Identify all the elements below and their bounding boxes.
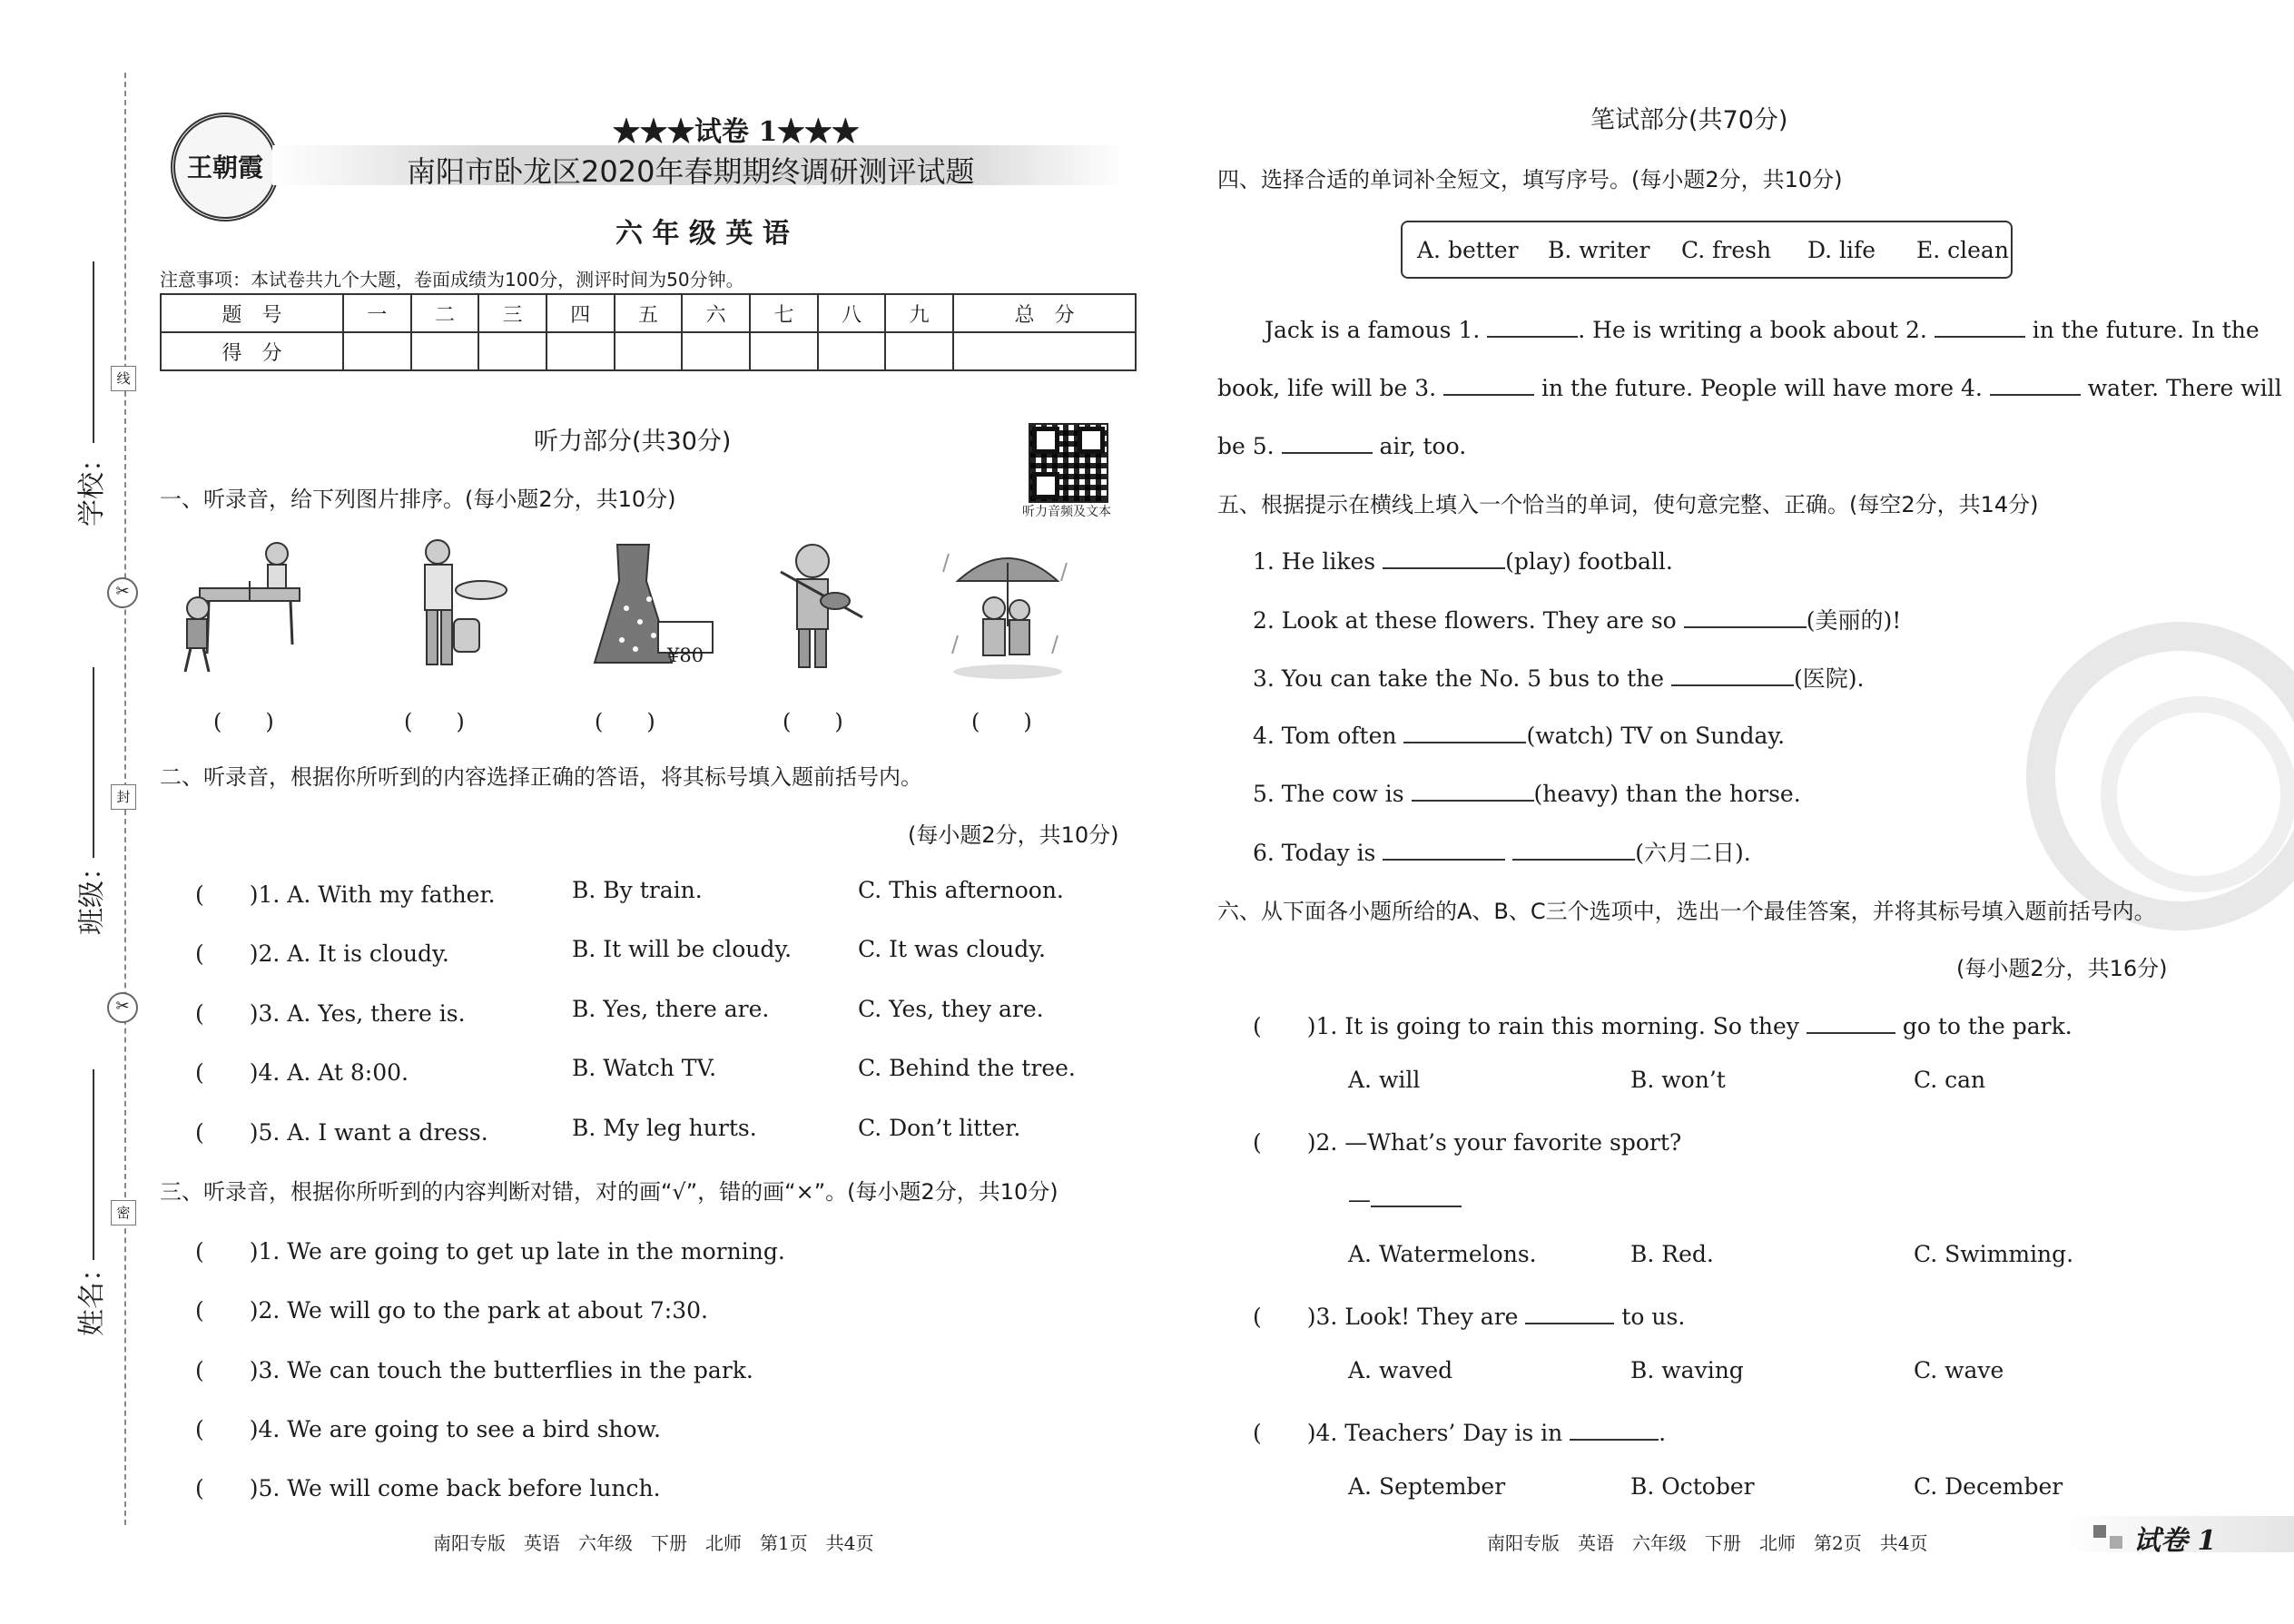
s6-option-b: B. Red. (1630, 1241, 1714, 1267)
score-input-cell[interactable] (953, 332, 1136, 370)
scissors-icon: ✂ (107, 992, 138, 1023)
s6-option-c: C. Swimming. (1914, 1241, 2074, 1267)
secret-watermark-seal (2026, 622, 2294, 930)
score-input-cell[interactable] (682, 332, 750, 370)
passage-text: book, life will be 3. (1217, 375, 1437, 401)
s2-item-option-c: C. This afternoon. (858, 877, 1064, 903)
passage-text: . He is writing a book about 2. (1578, 317, 1927, 343)
s5-item-prefix: 6. Today is (1253, 840, 1376, 866)
section2-title: 二、听录音，根据你所听到的内容选择正确的答语，将其标号填入题前括号内。 (160, 764, 922, 790)
score-input-cell[interactable] (411, 332, 479, 370)
fill-blank[interactable] (1383, 836, 1505, 861)
section5-title: 五、根据提示在横线上填入一个恰当的单词，使句意完整、正确。(每空2分，共14分) (1217, 492, 2039, 517)
s6-answer-line (1348, 1183, 1462, 1213)
table-tennis-picture (172, 536, 327, 685)
passage-text: in the future. In the (2032, 317, 2260, 343)
passage-blank[interactable] (1487, 313, 1578, 338)
s5-item-hint: (watch) TV on Sunday. (1526, 723, 1786, 749)
s2-item-option-c: C. Behind the tree. (858, 1055, 1076, 1081)
s6-option-c: C. wave (1914, 1357, 2004, 1383)
qr-corner (1032, 427, 1059, 454)
score-input-cell[interactable] (885, 332, 953, 370)
answer-bracket[interactable]: ( ) (404, 709, 465, 734)
score-table-header-row (161, 294, 1136, 332)
word-option: A. better (1417, 237, 1519, 263)
section1-title: 一、听录音，给下列图片排序。(每小题2分，共10分) (160, 487, 676, 512)
score-cell: 二 (411, 294, 479, 332)
s5-item (1253, 777, 1801, 807)
s2-item-option-b: B. Watch TV. (572, 1055, 717, 1081)
s3-item[interactable]: ( )1. We are going to get up late in the morning. (195, 1238, 785, 1265)
footer-page-1: 南阳专版 英语 六年级 下册 北师 第1页 共4页 (433, 1532, 874, 1554)
s5-item-prefix: 1. He likes (1253, 548, 1376, 575)
s5-item-prefix: 4. Tom often (1253, 723, 1397, 749)
s5-item (1253, 545, 1673, 575)
qr-corner (1032, 472, 1059, 499)
qr-caption: 听力音频及文本 (1022, 505, 1111, 519)
passage-line-2 (1217, 371, 2282, 401)
word-bank (1401, 221, 2013, 279)
brand-logo (171, 113, 280, 221)
s5-item-hint: (play) football. (1505, 548, 1673, 575)
score-cell: 四 (546, 294, 615, 332)
s2-item-question[interactable]: ( )2. A. It is cloudy. (195, 940, 449, 967)
score-cell: 八 (818, 294, 886, 332)
score-cell: 七 (750, 294, 818, 332)
score-input-cell[interactable] (343, 332, 411, 370)
margin-tag-secret: 密 (111, 1200, 136, 1225)
score-cell: 一 (343, 294, 411, 332)
s6-question[interactable]: ( )2. —What’s your favorite sport? (1253, 1129, 1682, 1156)
s6-option-a: A. September (1348, 1473, 1506, 1500)
footer-paper-badge: 试卷 1 (2133, 1525, 2217, 1557)
s6-question-text: . (1659, 1420, 1667, 1446)
listening-part-title: 听力部分(共30分) (534, 428, 732, 456)
passage-text: air, too. (1379, 433, 1467, 459)
score-cell: 六 (682, 294, 750, 332)
watermark-inner-ring (2101, 696, 2294, 892)
s6-question[interactable] (1253, 1299, 1685, 1332)
section2-score: (每小题2分，共10分) (908, 822, 1119, 848)
margin-tag-seal: 封 (111, 784, 136, 810)
name-underline (93, 1069, 94, 1260)
s6-option-c: C. can (1914, 1067, 1986, 1093)
score-cell: 五 (615, 294, 683, 332)
word-option: C. fresh (1681, 237, 1772, 263)
exam-title: 南阳市卧龙区2020年春期期终调研测评试题 (407, 154, 975, 189)
score-cell: 得 分 (161, 332, 343, 370)
s5-item-hint: (六月二日). (1635, 840, 1751, 866)
class-label: 班级： (76, 853, 108, 935)
s2-item-question[interactable]: ( )1. A. With my father. (195, 881, 496, 908)
s2-item-option-c: C. It was cloudy. (858, 936, 1046, 962)
s2-item-question[interactable]: ( )4. A. At 8:00. (195, 1059, 409, 1086)
score-input-cell[interactable] (818, 332, 886, 370)
fill-blank[interactable] (1671, 662, 1794, 686)
fill-blank[interactable] (1684, 604, 1807, 628)
score-cell: 九 (885, 294, 953, 332)
answer-bracket[interactable]: ( ) (213, 709, 274, 734)
writing-part-title: 笔试部分(共70分) (1590, 106, 1788, 134)
footer-square-icon (2093, 1525, 2106, 1538)
paper-series: ★★★试卷 1★★★ (613, 116, 860, 148)
s5-item-prefix: 5. The cow is (1253, 781, 1404, 807)
s5-item-hint: (美丽的)! (1806, 607, 1902, 634)
fill-blank[interactable] (1512, 836, 1635, 861)
s2-item-question[interactable]: ( )3. A. Yes, there is. (195, 1000, 466, 1027)
s6-option-a: A. waved (1348, 1357, 1453, 1383)
rain-umbrella-picture (940, 536, 1076, 685)
traveler-picture (390, 536, 508, 685)
answer-bracket[interactable]: ( ) (595, 709, 655, 734)
scissors-icon: ✂ (107, 577, 138, 608)
score-input-cell[interactable] (615, 332, 683, 370)
footer-square-icon (2110, 1536, 2122, 1549)
score-input-cell[interactable] (546, 332, 615, 370)
s6-option-c: C. December (1914, 1473, 2063, 1500)
logo-text: 王朝霞 (186, 153, 263, 182)
passage-blank[interactable] (1935, 313, 2025, 338)
passage-line-3 (1217, 429, 1466, 459)
fill-blank[interactable] (1570, 1416, 1659, 1441)
qr-corner (1078, 427, 1105, 454)
passage-blank[interactable] (1990, 371, 2081, 396)
s5-item (1253, 661, 1864, 694)
s6-option-a: A. Watermelons. (1348, 1241, 1537, 1267)
passage-text: water. There will (2087, 375, 2282, 401)
fill-blank[interactable] (1525, 1300, 1614, 1324)
footer-page-2: 南阳专版 英语 六年级 下册 北师 第2页 共4页 (1487, 1532, 1928, 1554)
section6-title: 六、从下面各小题所给的A、B、C三个选项中，选出一个最佳答案，并将其标号填入题前括号内。 (1217, 899, 2156, 924)
margin-tag-line: 线 (111, 366, 136, 391)
school-underline (93, 261, 94, 443)
s6-question[interactable] (1253, 1009, 2072, 1041)
s3-item[interactable]: ( )3. We can touch the butterflies in the park. (195, 1357, 753, 1383)
answer-bracket[interactable]: ( ) (783, 709, 843, 734)
word-option: E. clean (1916, 237, 2009, 263)
s2-item-option-c: C. Yes, they are. (858, 996, 1044, 1022)
s5-item (1253, 603, 1901, 635)
s2-item-option-b: B. My leg hurts. (572, 1115, 757, 1141)
s6-question-text: ( )4. Teachers’ Day is in (1253, 1420, 1563, 1446)
s6-question-text: to us. (1621, 1304, 1686, 1330)
s3-item[interactable]: ( )5. We will come back before lunch. (195, 1475, 661, 1501)
section6-score: (每小题2分，共16分) (1956, 956, 2168, 981)
s2-item-option-b: B. It will be cloudy. (572, 936, 793, 962)
score-input-cell[interactable] (478, 332, 546, 370)
qr-code-icon[interactable] (1029, 423, 1108, 503)
subject-title: 六 年 级 英 语 (615, 218, 790, 250)
word-option: B. writer (1548, 237, 1650, 263)
passage-line-1 (1265, 313, 2260, 343)
score-cell: 三 (478, 294, 546, 332)
section3-title: 三、听录音，根据你所听到的内容判断对错，对的画“√”，错的画“×”。(每小题2分，共10分) (160, 1179, 1058, 1205)
s5-item (1253, 719, 1785, 749)
passage-text: Jack is a famous 1. (1265, 317, 1481, 343)
score-cell: 总 分 (953, 294, 1136, 332)
s6-option-a: A. will (1348, 1067, 1421, 1093)
s6-question[interactable] (1253, 1415, 1666, 1448)
notice: 注意事项：本试卷共九个大题，卷面成绩为100分，测评时间为50分钟。 (160, 269, 744, 290)
s5-item-hint: (heavy) than the horse. (1533, 781, 1801, 807)
s5-item-prefix: 3. You can take the No. 5 bus to the (1253, 665, 1665, 692)
score-table-score-row (161, 332, 1136, 370)
fill-blank[interactable] (1412, 777, 1534, 802)
word-option: D. life (1807, 237, 1876, 263)
s5-item-prefix: 2. Look at these flowers. They are so (1253, 607, 1677, 634)
fill-blank[interactable] (1807, 1009, 1895, 1034)
name-label: 姓名： (76, 1255, 108, 1336)
s6-answer-dash: — (1348, 1186, 1371, 1213)
class-underline (93, 667, 94, 858)
s5-item-hint: (医院). (1793, 665, 1865, 692)
passage-text: in the future. People will have more 4. (1541, 375, 1983, 401)
s3-item[interactable]: ( )4. We are going to see a bird show. (195, 1416, 661, 1442)
s2-item-question[interactable]: ( )5. A. I want a dress. (195, 1119, 488, 1146)
price-tag: ¥80 (667, 645, 704, 666)
fill-blank[interactable] (1383, 545, 1505, 569)
s6-option-b: B. waving (1630, 1357, 1744, 1383)
s2-item-option-b: B. Yes, there are. (572, 996, 770, 1022)
passage-text: be 5. (1217, 433, 1275, 459)
passage-blank[interactable] (1443, 371, 1534, 396)
s2-item-option-c: C. Don’t litter. (858, 1115, 1021, 1141)
fill-blank[interactable] (1371, 1183, 1462, 1207)
violin-boy-picture (763, 536, 881, 685)
answer-bracket[interactable]: ( ) (971, 709, 1032, 734)
s6-question-text: ( )1. It is going to rain this morning. So they (1253, 1013, 1799, 1039)
fill-blank[interactable] (1403, 719, 1526, 743)
school-label: 学校： (76, 445, 108, 527)
s6-option-b: B. October (1630, 1473, 1755, 1500)
passage-blank[interactable] (1282, 429, 1373, 454)
s6-option-b: B. won’t (1630, 1067, 1726, 1093)
s6-question-text: go to the park. (1902, 1013, 2072, 1039)
score-input-cell[interactable] (750, 332, 818, 370)
section4-title: 四、选择合适的单词补全短文，填写序号。(每小题2分，共10分) (1217, 167, 1843, 192)
s3-item[interactable]: ( )2. We will go to the park at about 7:30. (195, 1297, 708, 1324)
s5-item (1253, 835, 1751, 868)
s6-question-text: ( )3. Look! They are (1253, 1304, 1519, 1330)
s2-item-option-b: B. By train. (572, 877, 703, 903)
score-cell: 题 号 (161, 294, 343, 332)
score-table (160, 293, 1137, 371)
